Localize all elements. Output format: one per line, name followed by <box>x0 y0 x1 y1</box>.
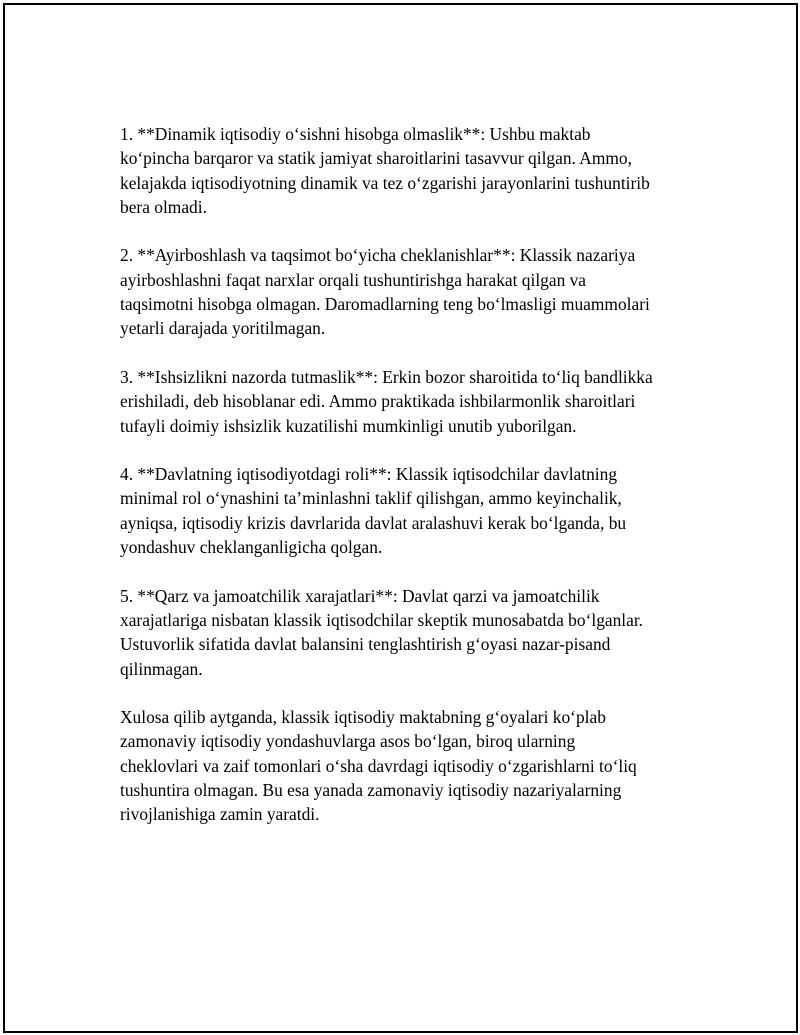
document-body <box>120 122 695 851</box>
paragraph-point-1: 1. **Dinamik iqtisodiy o‘sishni hisobga olmaslik**: Ushbu maktab ko‘pincha barqaror va statik jamiyat sharoitlarini tasavvur qilgan. Ammo, kelajakda iqtisodiyotning dinamik va tez o‘zgarishi jarayonlarini tushuntirib bera olmadi. <box>120 124 650 217</box>
paragraph-point-3: 3. **Ishsizlikni nazorda tutmaslik**: Erkin bozor sharoitida to‘liq bandlikka erishiladi, deb hisoblanar edi. Ammo praktikada ishbilarmonlik sharoitlari tufayli doimiy ishsizlik kuzatilishi mumkinligi unutib yuborilgan. <box>120 366 653 436</box>
paragraph-conclusion: Xulosa qilib aytganda, klassik iqtisodiy maktabning g‘oyalari ko‘plab zamonaviy iqtisodiy yondashuvlarga asos bo‘lgan, biroq ularning cheklovlari va zaif tomonlari o‘sha davrdagi iqtisodiy o‘zgarishlarni to‘liq tushuntira olmagan. Bu esa yanada zamonaviy iqtisodiy nazariyalarning rivojlanishiga zamin yaratdi. <box>120 707 637 825</box>
paragraph-point-4: 4. **Davlatning iqtisodiyotdagi roli**: Klassik iqtisodchilar davlatning minimal rol o‘ynashini ta’minlashni taklif qilishgan, ammo keyinchalik, ayniqsa, iqtisodiy krizis davrlarida davlat aralashuvi kerak bo‘lganda, bu yondashuv cheklanganligicha qolgan. <box>120 464 627 558</box>
paragraph-point-2: 2. **Ayirboshlash va taqsimot bo‘yicha cheklanishlar**: Klassik nazariya ayirboshlashni faqat narxlar orqali tushuntirishga harakat qilgan va taqsimotni hisobga olmagan. Daromadlarning teng bo‘lmasligi muammolari yetarli darajada yoritilmagan. <box>120 245 650 339</box>
document-page <box>3 3 798 1033</box>
paragraph-point-5: 5. **Qarz va jamoatchilik xarajatlari**: Davlat qarzi va jamoatchilik xarajatlariga nisbatan klassik iqtisodchilar skeptik munosabatda bo‘lganlar. Ustuvorlik sifatida davlat balansini tenglashtirish g‘oyasi nazar-pisand qilinmagan. <box>120 585 644 679</box>
